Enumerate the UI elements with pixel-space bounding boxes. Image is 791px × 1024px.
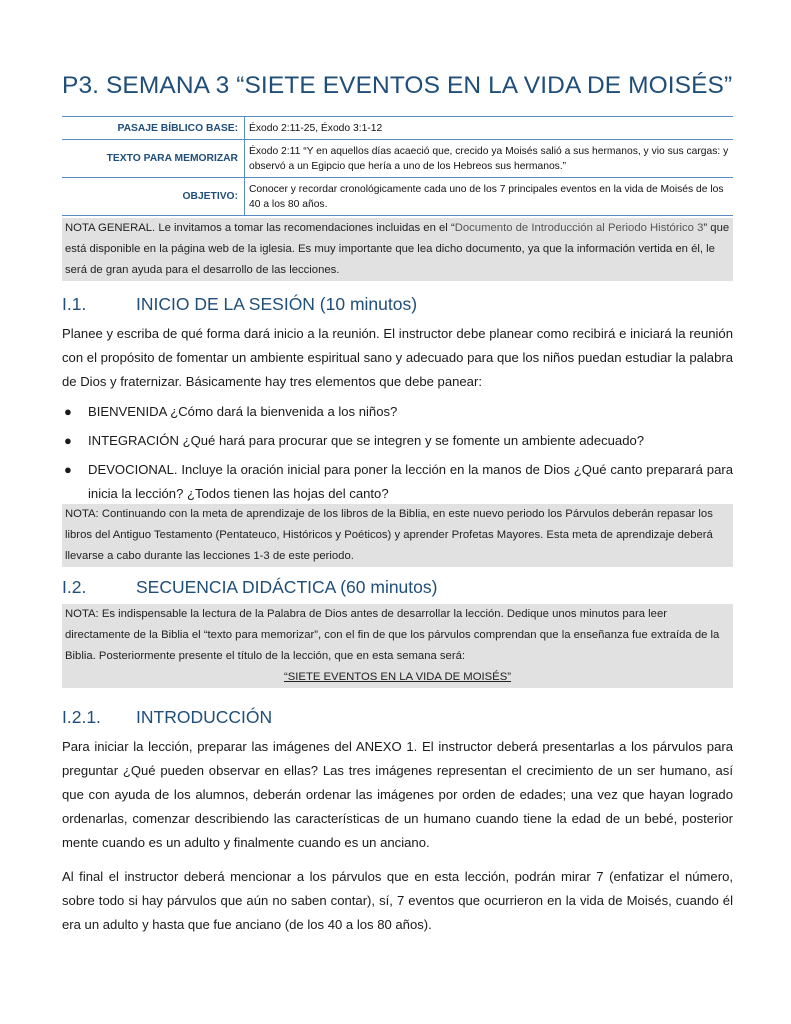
section-number: I.2.	[62, 577, 87, 597]
note-reading	[62, 604, 733, 688]
memory-text-value: Éxodo 2:11 “Y en aquellos días acaeció que, crecido ya Moisés salió a sus hermanos, y vio sus cargas: y observó a un Egipcio que hería a uno de los Hebreos sus hermanos.”	[245, 140, 734, 178]
passage-value: Éxodo 2:11-25, Éxodo 3:1-12	[245, 117, 734, 140]
general-note-text: NOTA GENERAL. Le invitamos a tomar las recomendaciones incluidas en el “	[65, 222, 455, 234]
list-item	[62, 400, 733, 424]
note-reading-text: NOTA: Es indispensable la lectura de la Palabra de Dios antes de desarrollar la lección. Dedique unos minutos para leer directamente de la Biblia el “texto para memorizar”, con el fin de que los párvulos comprendan que la enseñanza fue extraída de la Biblia. Posteriormente presente el título de la lección, que en esta semana será:	[65, 608, 720, 662]
section-number: I.1.	[62, 294, 87, 314]
section-heading-introduccion	[62, 707, 272, 728]
bullet-icon: ●	[64, 462, 72, 477]
lesson-title: “SIETE EVENTOS EN LA VIDA DE MOISÉS”	[283, 671, 512, 683]
page-title: P3. SEMANA 3 “SIETE EVENTOS EN LA VIDA DE MOISÉS”	[62, 72, 733, 99]
passage-label: PASAJE BÍBLICO BASE:	[62, 117, 245, 140]
section-number: I.2.1.	[62, 707, 101, 727]
bullet-icon: ●	[64, 433, 72, 448]
section-heading-secuencia	[62, 577, 437, 598]
section-title: INICIO DE LA SESIÓN (10 minutos)	[136, 294, 418, 314]
table-row	[62, 178, 733, 216]
memory-text-label: TEXTO PARA MEMORIZAR	[62, 140, 245, 178]
general-note	[62, 218, 733, 281]
objective-value: Conocer y recordar cronológicamente cada uno de los 7 principales eventos en la vida de Moisés de los 40 a los 80 años.	[245, 178, 734, 216]
note-books-of-bible: NOTA: Continuando con la meta de aprendizaje de los libros de la Biblia, en este nuevo periodo los Párvulos deberán repasar los libros del Antiguo Testamento (Pentateuco, Históricos y Poéticos) y aprender Profetas Mayores. Esta meta de aprendizaje deberá llevarse a cabo durante las lecciones 1-3 de este periodo.	[62, 504, 733, 567]
objective-label: OBJETIVO:	[62, 178, 245, 216]
list-item	[62, 429, 733, 453]
lesson-info-table	[62, 116, 733, 216]
paragraph-inicio: Planee y escriba de qué forma dará inicio a la reunión. El instructor debe planear como recibirá e iniciará la reunión con el propósito de fomentar un ambiente espiritual sano y adecuado para que los niños puedan estudiar la palabra de Dios y fraternizar. Básicamente hay tres elementos que debe panear:	[62, 326, 733, 389]
list-item-text: DEVOCIONAL. Incluye la oración inicial para poner la lección en la manos de Dios ¿Qué canto preparará para inicia la lección? ¿Todos tienen las hojas del canto?	[88, 462, 733, 501]
paragraph-introduccion-1: Para iniciar la lección, preparar las imágenes del ANEXO 1. El instructor deberá presentarlas a los párvulos para preguntar ¿Qué pueden observar en ellas? Las tres imágenes representan el crecimiento de un ser humano, así que con ayuda de los alumnos, deberán ordenar las imágenes por orden de edades; una vez que hayan logrado ordenarlas, comenzar describiendo las características de un humano cuando tiene la edad de un bebé, posterior mente cuando es un adulto y finalmente cuando es un anciano.	[62, 739, 733, 850]
section-title: INTRODUCCIÓN	[136, 707, 273, 727]
bullet-icon: ●	[64, 404, 72, 419]
list-item	[62, 458, 733, 506]
list-item-text: BIENVENIDA ¿Cómo dará la bienvenida a los niños?	[88, 404, 398, 419]
list-item-text: INTEGRACIÓN ¿Qué hará para procurar que se integren y se fomente un ambiente adecuado?	[88, 433, 645, 448]
section-title: SECUENCIA DIDÁCTICA (60 minutos)	[136, 577, 438, 597]
general-note-text-end: ” que está disponible en la página web de la iglesia. Es muy importante que lea dicho documento, ya que la información vertida en él, le será de gran ayuda para el desarrollo de las lecciones.	[65, 222, 730, 276]
paragraph-introduccion-2: Al final el instructor deberá mencionar a los párvulos que en esta lección, podrán mirar 7 (enfatizar el número, sobre todo si hay párvulos que aún no saben contar), sí, 7 eventos que ocurrieron en la vida de Moisés, cuando él era un adulto y hasta que fue anciano (de los 40 a los 80 años).	[62, 869, 733, 932]
section-heading-inicio	[62, 294, 417, 315]
table-row	[62, 140, 733, 178]
intro-document-link[interactable]: Documento de Introducción al Periodo Histórico 3	[454, 222, 704, 234]
table-row	[62, 117, 733, 140]
